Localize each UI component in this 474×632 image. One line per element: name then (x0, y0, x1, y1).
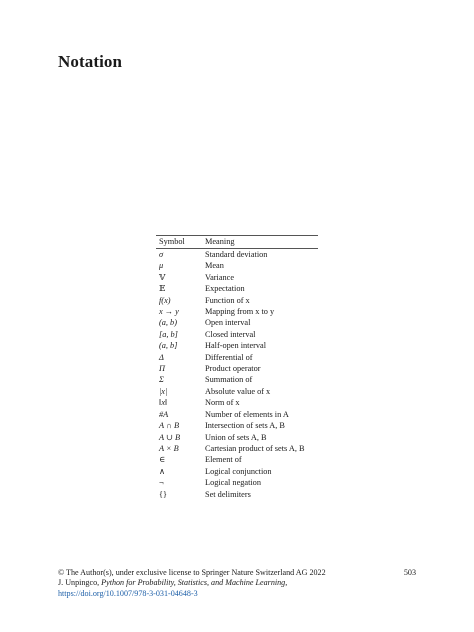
meaning-cell: Open interval (205, 318, 251, 328)
meaning-cell: Function of x (205, 295, 250, 305)
doi-link[interactable]: https://doi.org/10.1007/978-3-031-04648-3 (58, 588, 198, 598)
meaning-cell: Mapping from x to y (205, 307, 275, 317)
meaning-cell: Standard deviation (205, 250, 268, 259)
symbol-cell: 𝕍 (159, 272, 166, 282)
symbol-cell: (a, b) (159, 318, 177, 328)
table-row (156, 409, 318, 420)
symbol-cell: ‖x‖ (159, 398, 168, 408)
meaning-cell: Number of elements in A (205, 409, 289, 419)
table-row (156, 420, 318, 431)
book-title: Python for Probability, Statistics, and Machine Learning (101, 578, 286, 588)
symbol-cell: A ∩ B (159, 421, 180, 431)
meaning-cell: Cartesian product of sets A, B (205, 443, 305, 453)
table-row (156, 249, 318, 261)
meaning-cell: Closed interval (205, 329, 256, 339)
table-row (156, 432, 318, 443)
meaning-cell: Union of sets A, B (205, 432, 267, 442)
symbol-cell: A × B (159, 443, 179, 453)
page-footer (58, 568, 416, 599)
symbol-cell: f(x) (159, 295, 171, 305)
table-row (156, 329, 318, 340)
table-row (156, 477, 318, 488)
meaning-cell: Logical conjunction (205, 466, 272, 476)
symbol-cell: ¬ (159, 478, 164, 488)
meaning-cell: Element of (205, 455, 242, 465)
table-row (156, 397, 318, 408)
symbol-cell: #A (159, 409, 169, 419)
meaning-cell: Norm of x (205, 398, 240, 408)
table-row (156, 295, 318, 306)
symbol-cell: {} (159, 489, 167, 499)
symbol-cell: μ (159, 261, 164, 271)
meaning-cell: Expectation (205, 284, 245, 294)
table-row (156, 306, 318, 317)
symbol-cell: 𝔼 (159, 284, 166, 294)
table-row (156, 283, 318, 294)
symbol-cell: [a, b] (159, 329, 178, 339)
citation-line (58, 578, 416, 588)
table-header-row (156, 236, 318, 249)
symbol-cell: ∈ (159, 455, 166, 465)
table-row (156, 363, 318, 374)
table-row (156, 340, 318, 351)
meaning-cell: Summation of (205, 375, 253, 385)
symbol-cell: ∧ (159, 466, 166, 476)
symbol-cell: σ (159, 250, 164, 259)
table-row (156, 443, 318, 454)
page-title: Notation (58, 52, 123, 71)
symbol-cell: Δ (159, 352, 164, 362)
meaning-cell: Variance (205, 272, 235, 282)
symbol-cell: (a, b] (159, 341, 178, 351)
symbol-cell: |x| (159, 386, 168, 396)
symbol-cell: Π (159, 364, 165, 374)
symbol-cell: Σ (159, 375, 164, 385)
table-row (156, 386, 318, 397)
table-row (156, 489, 318, 500)
symbol-column-header: Symbol (159, 237, 185, 247)
symbol-cell: x → y (159, 307, 179, 317)
table-row (156, 260, 318, 271)
meaning-cell: Mean (205, 261, 224, 271)
table-row (156, 466, 318, 477)
author-name: J. Unpingco, (58, 578, 100, 588)
table-row (156, 454, 318, 465)
meaning-cell: Logical negation (205, 478, 261, 488)
book-title-suffix: , (285, 578, 288, 588)
meaning-cell: Differential of (205, 352, 253, 362)
table-row (156, 352, 318, 363)
copyright-line: © The Author(s), under exclusive license to Springer Nature Switzerland AG 2022 (58, 568, 326, 577)
meaning-cell: Set delimiters (205, 489, 251, 499)
meaning-cell: Product operator (205, 364, 261, 374)
meaning-column-header: Meaning (205, 237, 235, 247)
table-row (156, 317, 318, 328)
meaning-cell: Intersection of sets A, B (205, 421, 285, 431)
table-row (156, 272, 318, 283)
notation-table (156, 235, 318, 500)
meaning-cell: Absolute value of x (205, 386, 271, 396)
table-row (156, 374, 318, 385)
page-number: 503 (403, 568, 416, 577)
symbol-cell: A ∪ B (159, 432, 181, 442)
meaning-cell: Half-open interval (205, 341, 267, 351)
